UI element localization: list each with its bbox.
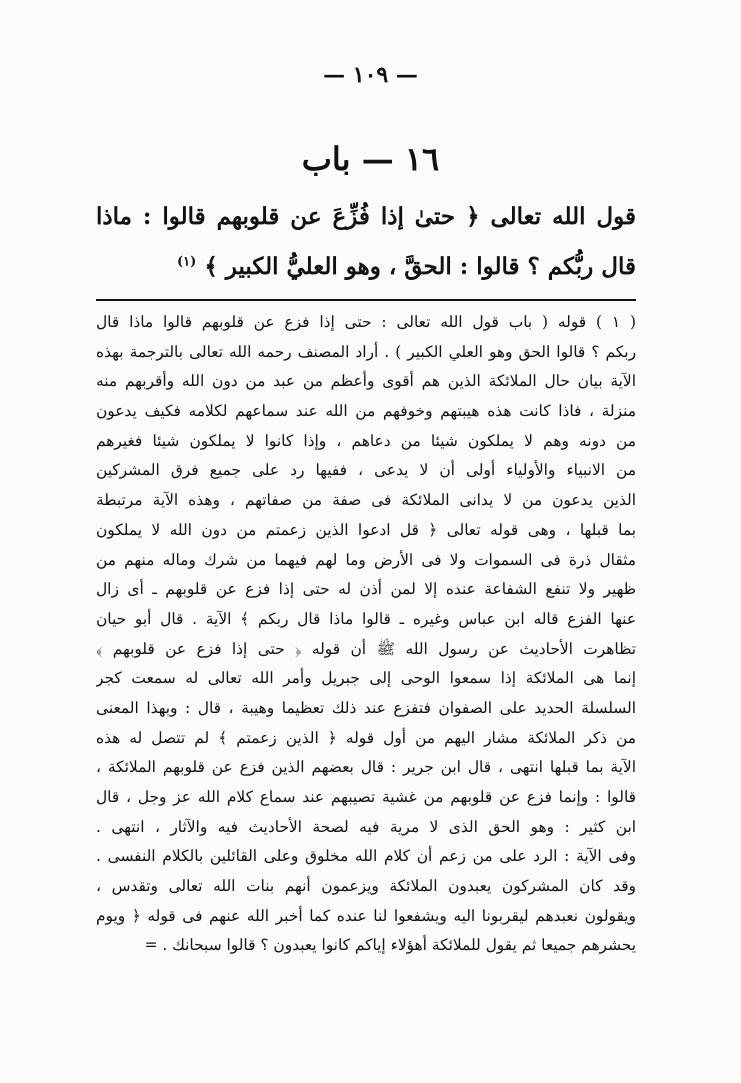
- footnote-line: من دونه وهم لا يملكون شيئا من دعاهم ، وإذا كانوا لا يملكون شيئا فغيرهم: [96, 431, 636, 450]
- footnote-line: ظهير ولا تنفع الشفاعة عنده إلا لمن أذن له حتى إذا فزع عن قلوبهم ـ أى زال: [96, 580, 636, 599]
- chapter-heading: ١٦ — باب: [301, 140, 440, 178]
- footnote-body: [96, 308, 636, 961]
- footnote-line: ربكم ؟ قالوا الحق وهو العلي الكبير ) . أراد المصنف رحمه الله تعالى بالترجمة بهذه: [96, 342, 636, 361]
- footnote-line: الآية بما قبلها انتهى ، قال ابن جرير : قال بعضهم الذين فزع عن قلوبهم الملائكة ،: [96, 758, 636, 777]
- footnote-line: السلسلة الحديد على الصفوان فتفزع عند ذلك تعظيما وهيبة ، قال : وبهذا المعنى: [96, 698, 636, 717]
- footnote-line: بما قبلها ، وهى قوله تعالى ﴿ قل ادعوا الذين زعمتم من دون الله لا يملكون: [96, 520, 636, 539]
- footnote-line: قالوا : وإنما فزع عن قلوبهم من غشية تصيبهم عند سماع كلام الله عز وجل ، قال: [96, 788, 636, 806]
- footnote-divider: [96, 299, 636, 301]
- footnote-line: من الانبياء والأولياء أولى أن لا يدعى ، ففيها رد على جميع فرق المشركين: [96, 461, 636, 480]
- footnote-line: ابن كثير : وهو الحق الذى لا مرية فيه لصحة الأحاديث فيه والآثار ، انتهى .: [96, 817, 636, 836]
- footnote-line: تظاهرت الأحاديث عن رسول الله ﷺ أن قوله ﴿ حتى إذا فزع عن قلوبهم ﴾: [96, 639, 636, 658]
- footnote-line: ( ١ ) قوله ( باب قول الله تعالى : حتى إذا فزع عن قلوبهم قالوا ماذا قال: [96, 313, 636, 331]
- footnote-line: إنما هى الملائكة إذا سمعوا الوحى إلى جبريل وأمر الله تعالى له سمعت كجر: [96, 669, 636, 688]
- chapter-title-text: قول الله تعالى ﴿ حتىٰ إذا فُزِّعَ عن قلوبهم قالوا : ماذا قال ربُّكم ؟ قالوا : الحقَّ ، وهو العليُّ الكبير ﴾: [96, 203, 636, 280]
- footnote-line: يحشرهم جميعا ثم يقول للملائكة أهؤلاء إياكم كانوا يعبدون ؟ قالوا سبحانك . =: [144, 936, 636, 955]
- footnote-line: عنها الفزع قاله ابن عباس وغيره ـ قالوا ماذا قال ربكم ﴾ الآية . قال أبو حيان: [96, 609, 636, 628]
- footnote-line: من ذكر الملائكة مشار اليهم من أول قوله ﴿ الذين زعمتم ﴾ لم تتصل له هذه: [96, 728, 636, 747]
- footnote-line: وفى الآية : الرد على من زعم أن كلام الله مخلوق وعلى القائلين بالكلام النفسى .: [96, 847, 636, 866]
- footnote-reference: (١): [177, 254, 197, 270]
- footnote-line: مثقال ذرة فى السموات ولا فى الأرض وما لهم فيهما من شرك وماله منهم من: [96, 550, 636, 569]
- footnote-line: الذين يدعون من لا يدانى الملائكة فى صفة من صفاتهم ، وهذه الآية مرتبطة: [96, 491, 636, 510]
- chapter-title: [96, 192, 636, 292]
- footnote-line: ويقولون نعبدهم ليقربونا اليه ويشفعوا لنا عنده كما أخبر الله عنهم فى قوله ﴿ ويوم: [96, 906, 636, 925]
- footnote-line: منزلة ، فاذا كانت هذه هيبتهم وخوفهم من الله عند سماعهم لكلامه فكيف يدعون: [96, 402, 636, 421]
- footnote-line: الآية بيان حال الملائكة الذين هم أقوى وأعظم من عبد من دون الله وأقربهم منه: [96, 372, 636, 391]
- footnote-line: وقد كان المشركون يعبدون الملائكة ويزعمون أنهم بنات الله تعالى وتقدس ،: [96, 877, 636, 896]
- page-number: — ١٠٩ —: [323, 62, 418, 88]
